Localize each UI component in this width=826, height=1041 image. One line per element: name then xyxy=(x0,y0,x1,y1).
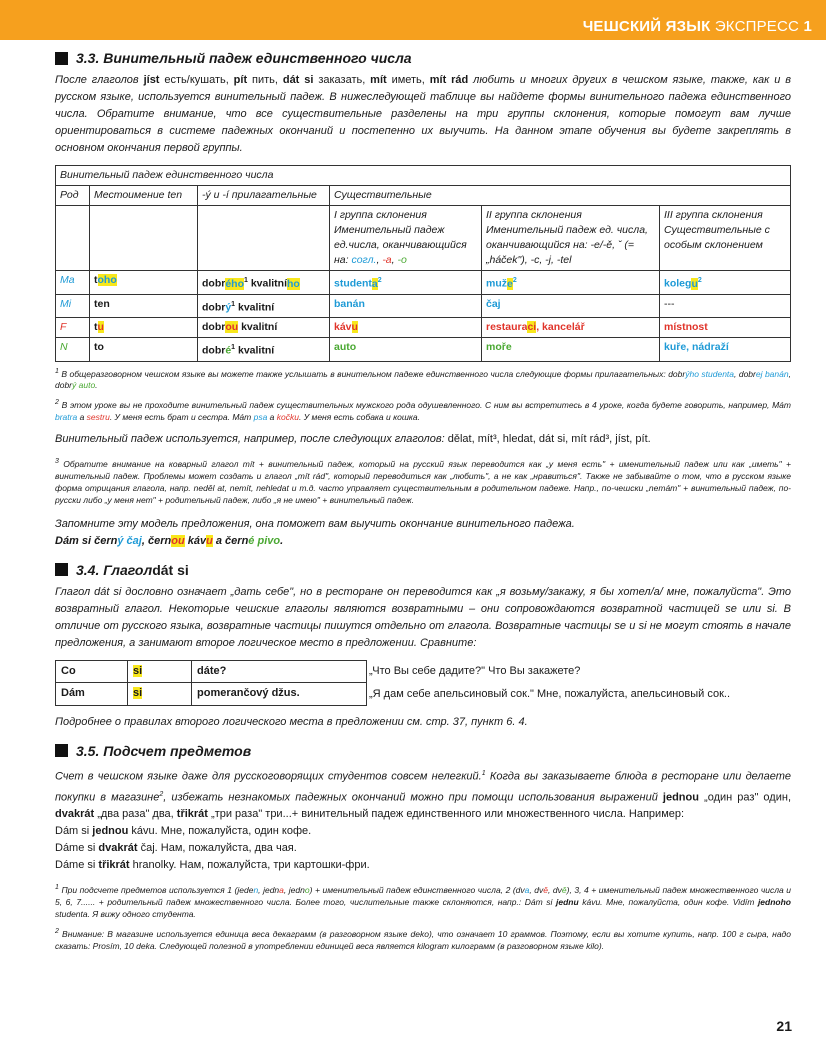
example-1: Dám si jednou kávu. Мне, пожалуйста, один кофе. xyxy=(55,825,312,838)
example-2: Dáme si dvakrát čaj. Нам, пожалуйста, два чая. xyxy=(55,842,297,855)
section-3-5-paragraph: Счет в чешском языке даже для русскоговорящих студентов совсем нелегкий.$^1$ Когда вы заказываете блюда в ресторане или делаете покупки в магазине$^2$, избежать незнакомых падежных окончаний можно при помощи использования выражений jednou „один раз" один, dvakrát „два раза" два, třikrát „три раза" три...+ винительный падеж единственного или множественного числа. Например: xyxy=(55,769,791,821)
footnote-4: $^1$ При подсчете предметов используется 1 (jeden, jedna, jedno) + именительный падеж единственного числа, 2 (dva, dvě, dvě), 3, 4 + именительный падеж множественного числа и 5, 6, 7...... + родительный падеж множественного числа. Более того, числительные также склоняются, напр.: Dám si jednu kávu. Мне, пожалуйста, один кофе. Vidím jednoho studenta. Я вижу одного студента. xyxy=(55,884,792,920)
section-3-4-more: Подробнее о правилах второго логического места в предложении см. стр. 37, пункт 6. 4. xyxy=(55,715,528,728)
square-bullet-icon xyxy=(55,744,68,757)
remember-line: Запомните эту модель предложения, она поможет вам выучить окончание винительного падежа. xyxy=(55,517,575,530)
section-3-3-heading: 3.3. Винительный падеж единственного числа xyxy=(55,50,791,66)
footnote-5: $^2$ Внимание: В магазине используется единица веса декаграмм (в разговорном языке deko), что означает 10 граммов. Поэтому, если вы хотите купить, напр. 100 г сыра, надо сказать: Prosím, 10 deka. Следующей полезной в употреблении единицей веса является kilogram килограмм (в разговорном языке kilo). xyxy=(55,928,791,951)
table-row: F tu dobrou kvalitní kávu restauraci, kancelář místnost xyxy=(56,318,791,338)
col-header-noun: Существительные xyxy=(330,186,791,206)
page-number: 21 xyxy=(776,1018,792,1034)
footnote-3: $^3$ Обратите внимание на коварный глагол mít + винительный падеж, который на русский язык переводится как „у меня есть" + именительный падеж или как „иметь" + винительный падеж. Проблемы может создать и глагол „mít rád", который переводиться как „любить", а не как „нравиться". Также не забывайте о том, что в русском языке форма отрицания глагола, напр. neděl at, nemít, nehledat и т.д. часто управляет существительным в родительном падеже. Напр., по-чешски „nemám" + винительный падеж, по-русски либо „у меня нет" + родительный падеж, либо „я не имею" + винительный падеж. xyxy=(55,458,791,505)
table-row: Dám si pomerančový džus. xyxy=(56,683,367,706)
group2-header: II группа склонения Именительный падеж ед. числа, оканчивающийся на: -e/-ě, ˇ (= „háček"), -c, -j, -tel xyxy=(482,206,660,271)
page-content xyxy=(55,50,791,952)
example-3: Dáme si třikrát hranolky. Нам, пожалуйста, три картошки-фри. xyxy=(55,859,370,872)
section-3-3-paragraph: После глаголов jíst есть/кушать, pít пить, dát si заказать, mít иметь, mít rád любить и многих других в чешском языке, также, как и в русском языке, используется винительный падеж. В нижеследующей таблице вы найдете формы винительного падежа единственного числа. Обратите внимание, что все существительные разделены на три группы склонения, которые помогут вам лучше ориентироваться в системе падежных окончаний и постепенно их выучить. На данном этапе обучения вы будете закреплять в основном окончания первой группы. xyxy=(55,74,791,154)
footnote-2: $^2$ В этом уроке вы не проходите винительный падеж существительных мужского рода одушевленного. С ним вы встретитесь в 4 уроке, когда будете говорить, например, Mám bratra a sestru. У меня есть брат и сестра. Mám psa a kočku. У меня есть собака и кошка. xyxy=(55,399,791,423)
group1-header: I группа склонения Именительный падеж ед.числа, оканчивающийся на: согл., -a, -o xyxy=(330,206,482,271)
col-header-adj: -ý и -í прилагательные xyxy=(198,186,330,206)
col-header-rod: Род xyxy=(56,186,90,206)
section-3-4-paragraph: Глагол dát si дословно означает „дать себе", но в ресторане он переводится как „я возьму/закажу, я бы хотел/а/ мне, пожалуйста". Это возвратный глагол. Некоторые чешские глаголы являются возвратными – они сопровождаются возвратной частицей se или si. В отличие от русского языка, возвратные частицы пишутся отдельно от глагола. Возвратные частицы se и si не могут стоять в начале предложения, а занимают второе логическое место в предложении. Сравните: xyxy=(55,585,791,649)
table-row: Co si dáte? xyxy=(56,660,367,683)
header-title: ЧЕШСКИЙ ЯЗЫК ЭКСПРЕСС 1 xyxy=(582,18,812,35)
section-3-5-heading: 3.5. Подсчет предметов xyxy=(55,743,791,759)
group3-header: III группа склонения Существительные с особым склонением xyxy=(660,206,791,271)
table-row: N to dobré$^1$ kvalitní auto moře kuře, nádraží xyxy=(56,338,791,362)
square-bullet-icon xyxy=(55,563,68,576)
translation-2: „Я дам себе апельсиновый сок." Мне, пожалуйста, апельсиновый сок.. xyxy=(369,687,731,700)
translation-1: „Что Вы себе дадите?" Что Вы закажете? xyxy=(369,664,581,677)
col-header-pron: Местоимение ten xyxy=(90,186,198,206)
model-sentence: Dám si černý čaj, černou kávu a černé pivo. xyxy=(55,534,284,547)
accusative-table xyxy=(55,165,791,362)
table-row: Mi ten dobrý$^1$ kvalitní banán čaj --- xyxy=(56,294,791,318)
verbs-line: Винительный падеж используется, например, после следующих глаголов: dělat, mít³, hledat, dát si, mít rád³, jíst, pít. xyxy=(55,433,651,446)
table-caption: Винительный падеж единственного числа xyxy=(56,166,791,186)
footnote-1: $^1$ В общеразговорном чешском языке вы можете также услышать в винительном падеже единственного числа следующие формы прилагательных: dobrýho studenta, dobrej banán, dobrý auto. xyxy=(55,367,791,391)
table-row: Ma toho dobrého$^1$ kvalitního studenta$^2$ muže$^2$ kolegu$^2$ xyxy=(56,271,791,295)
compare-block xyxy=(55,660,791,706)
compare-table xyxy=(55,660,367,706)
square-bullet-icon xyxy=(55,52,68,65)
section-3-4-heading: 3.4. Глагол dát si xyxy=(55,562,791,578)
